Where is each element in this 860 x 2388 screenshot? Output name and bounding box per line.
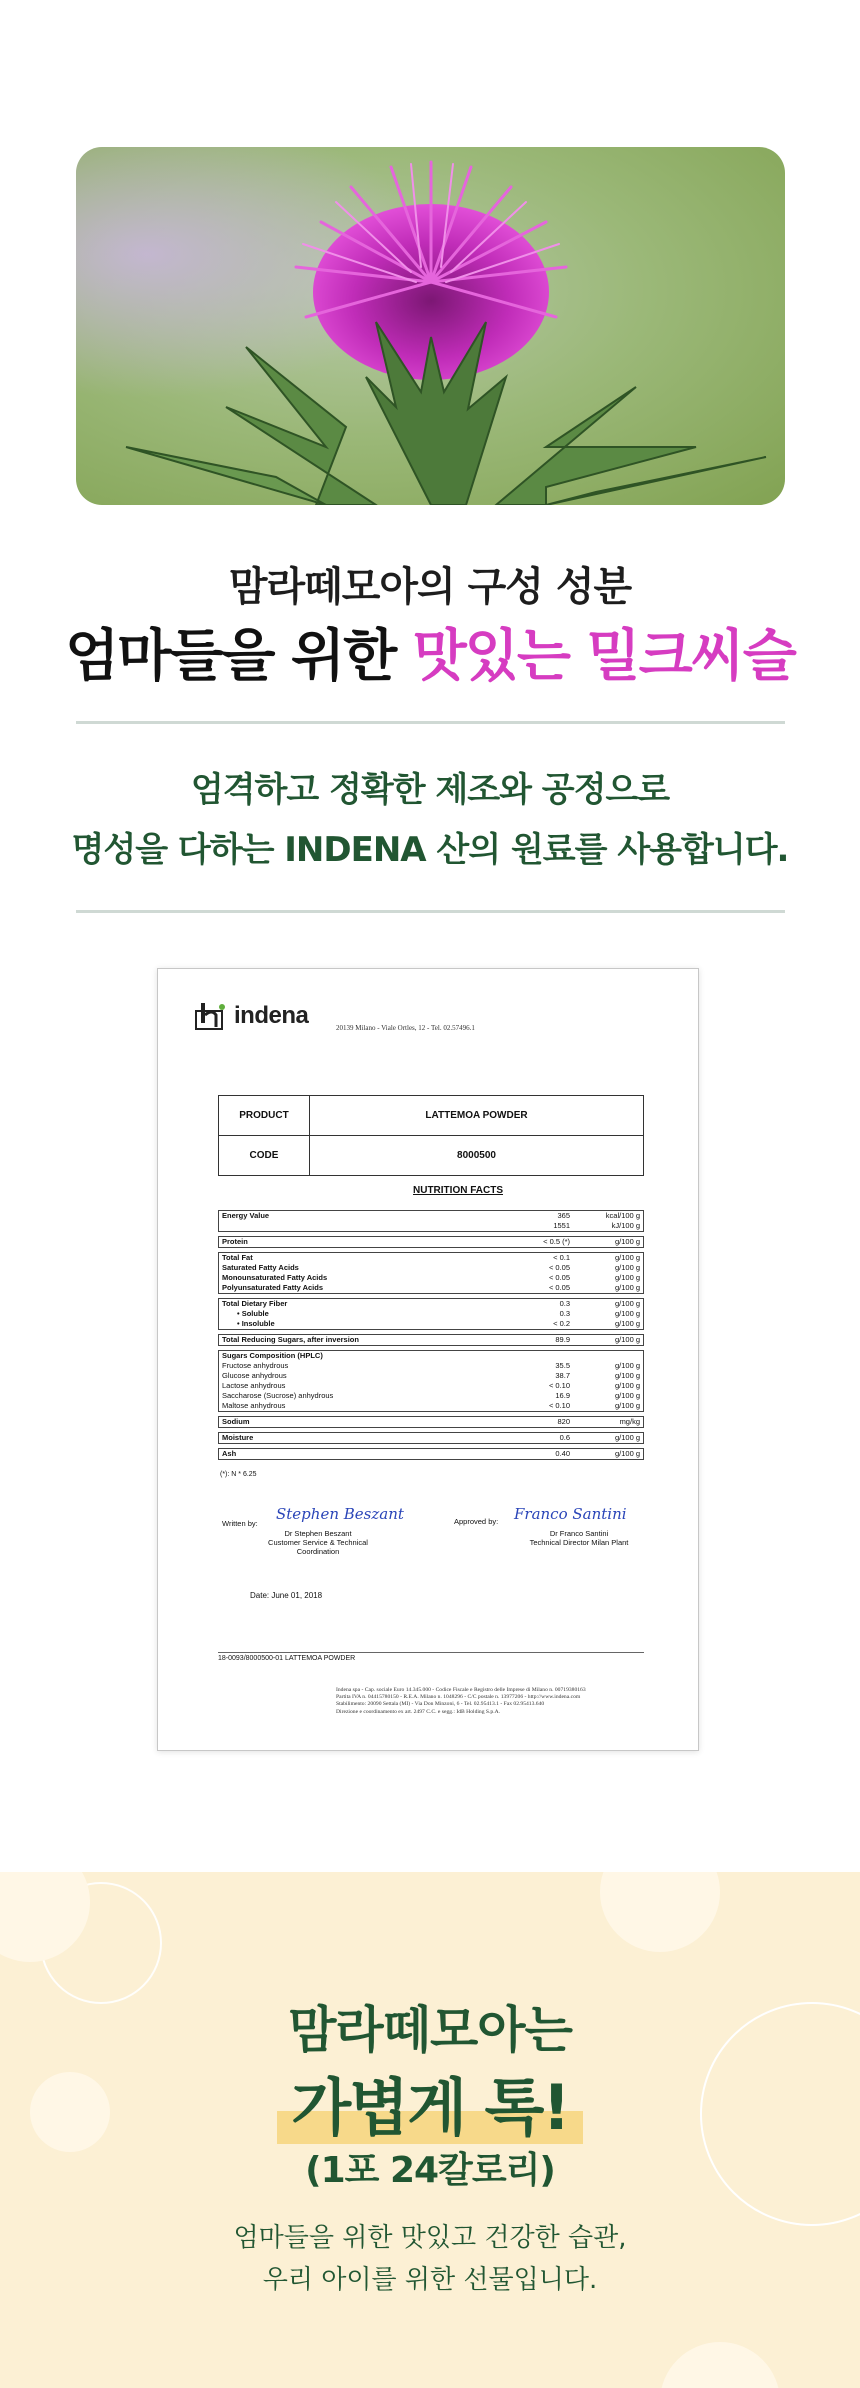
document-date: Date: June 01, 2018	[250, 1591, 323, 1600]
promo-line-1: 맘라떼모아는	[288, 2001, 572, 2059]
nutrition-unit: g/100 g	[614, 1309, 640, 1318]
footer-divider	[218, 1652, 644, 1653]
document-reference: 18-0093/8000500-01 LATTEMOA POWDER	[218, 1655, 356, 1662]
decor-circle	[600, 1872, 720, 1952]
nutrition-value: < 0.10	[548, 1381, 570, 1390]
nutrition-label: Total Dietary Fiber	[222, 1299, 288, 1308]
approved-by-block	[454, 1517, 498, 1526]
nutrition-label: Total Fat	[222, 1253, 253, 1262]
written-by-block	[222, 1519, 258, 1528]
nutrition-value: 38.7	[555, 1371, 570, 1380]
nutrition-unit: g/100 g	[614, 1361, 640, 1370]
nutrition-row	[219, 1299, 643, 1309]
nutrition-value: 35.5	[555, 1361, 570, 1370]
nutrition-unit: g/100 g	[614, 1433, 640, 1442]
nutrition-label: Moisture	[222, 1433, 254, 1442]
product-value: LATTEMOA POWDER	[310, 1096, 644, 1136]
headline-accent: 맛있는 밀크씨슬	[412, 624, 795, 689]
nutrition-value: < 0.05	[548, 1283, 570, 1292]
nutrition-unit: kcal/100 g	[605, 1211, 640, 1220]
nutrition-row	[219, 1351, 643, 1361]
nutrition-value: 89.9	[555, 1335, 570, 1344]
nutrition-row	[219, 1273, 643, 1283]
promo-desc-1: 엄마들을 위한 맛있고 건강한 습관,	[233, 2223, 627, 2253]
nutrition-unit: mg/kg	[619, 1417, 640, 1426]
nutrition-row	[219, 1391, 643, 1401]
nutrition-label: • Insoluble	[237, 1319, 275, 1328]
nutrition-group	[218, 1350, 644, 1412]
nutrition-unit: g/100 g	[614, 1237, 640, 1246]
indena-logo-icon	[194, 1001, 228, 1031]
nutrition-value: < 0.5 (*)	[543, 1237, 570, 1246]
nutrition-row	[219, 1319, 643, 1329]
nutrition-value: 0.3	[559, 1299, 570, 1308]
code-value: 8000500	[310, 1136, 644, 1176]
nutrition-label: Saturated Fatty Acids	[222, 1263, 299, 1272]
nutrition-label: Maltose anhydrous	[222, 1401, 286, 1410]
nutrition-unit: g/100 g	[614, 1371, 640, 1380]
written-by-title: Customer Service & Technical Coordination	[268, 1538, 368, 1556]
legal-line: Partita IVA n. 04415780150 - R.E.A. Milano n. 1048296 - C/C postale n. 13977206 - http://www.indena.com	[336, 1694, 581, 1701]
approved-by-name: Dr Franco Santini	[549, 1529, 609, 1538]
nutrition-label: Sugars Composition (HPLC)	[222, 1351, 323, 1360]
section-headline	[0, 612, 860, 692]
product-label: PRODUCT	[219, 1096, 310, 1136]
nutrition-row	[219, 1211, 643, 1221]
nutrition-label: Lactose anhydrous	[222, 1381, 286, 1390]
approved-by-title: Technical Director Milan Plant	[529, 1538, 629, 1547]
divider-bottom	[76, 910, 785, 913]
written-by-label: Written by:	[222, 1519, 258, 1528]
nutrition-facts-title	[158, 1185, 698, 1196]
nutrition-unit: g/100 g	[614, 1335, 640, 1344]
nutrition-group	[218, 1432, 644, 1444]
nutrition-unit: g/100 g	[614, 1273, 640, 1282]
headline-plain: 엄마들을 위한	[65, 624, 396, 689]
nutrition-row	[219, 1361, 643, 1371]
nutrition-row	[219, 1237, 643, 1247]
nutrition-value: < 0.1	[553, 1253, 570, 1262]
nutrition-unit: g/100 g	[614, 1391, 640, 1400]
nutrition-row	[219, 1335, 643, 1345]
decor-circle	[660, 2342, 780, 2388]
approved-by-signature: Franco Santini	[514, 1505, 627, 1523]
nutrition-value: 0.3	[559, 1309, 570, 1318]
legal-notice	[336, 1687, 666, 1716]
promo-section	[0, 1872, 860, 2388]
nutrition-unit: g/100 g	[614, 1253, 640, 1262]
indena-wordmark: indena	[234, 1002, 309, 1029]
nutrition-unit: g/100 g	[614, 1381, 640, 1390]
written-by-name: Dr Stephen Beszant	[284, 1529, 352, 1538]
nutrition-unit: g/100 g	[614, 1319, 640, 1328]
legal-line: Stabilimento: 20090 Settala (MI) - Via Don Minzoni, 6 - Tel. 02.95413.1 - Fax 02.95413.640	[336, 1701, 545, 1708]
nutrition-value: < 0.10	[548, 1401, 570, 1410]
nutrition-label: Glucose anhydrous	[222, 1371, 287, 1380]
nutrition-unit: g/100 g	[614, 1299, 640, 1308]
company-address: 20139 Milano - Viale Ortles, 12 - Tel. 02.57496.1	[336, 1024, 475, 1032]
nutrition-group	[218, 1416, 644, 1428]
nutrition-label: Monounsaturated Fatty Acids	[222, 1273, 328, 1282]
divider-top	[76, 721, 785, 724]
approved-by-names	[514, 1529, 644, 1547]
footnote: (*): N * 6.25	[220, 1471, 257, 1478]
nutrition-group	[218, 1448, 644, 1460]
written-by-signature: Stephen Beszant	[276, 1505, 404, 1523]
nutrition-group	[218, 1298, 644, 1330]
nutrition-label: Total Reducing Sugars, after inversion	[222, 1335, 359, 1344]
milk-thistle-photo	[76, 147, 785, 505]
nutrition-group	[218, 1236, 644, 1248]
indena-logo	[194, 1001, 308, 1031]
approved-by-label: Approved by:	[454, 1517, 499, 1526]
nutrition-value: < 0.05	[548, 1263, 570, 1272]
legal-line: Direzione e coordinamento ex art. 2497 C.C. e segg.: IdB Holding S.p.A.	[336, 1708, 501, 1715]
statement-line-2: 명성을 다하는 INDENA 산의 원료를 사용합니다.	[71, 830, 789, 870]
nutrition-value: 0.40	[555, 1449, 570, 1458]
nutrition-row	[219, 1371, 643, 1381]
nutrition-value: 16.9	[555, 1391, 570, 1400]
nutrition-row	[219, 1263, 643, 1273]
nutrition-value: 365	[557, 1211, 570, 1220]
nutrition-unit: g/100 g	[614, 1283, 640, 1292]
promo-line-2	[0, 2058, 860, 2147]
nutrition-label: • Soluble	[237, 1309, 269, 1318]
nutrition-label: Energy Value	[222, 1211, 270, 1220]
section-subtitle: 맘라떼모아의 구성 성분	[228, 564, 632, 610]
nutrition-unit: g/100 g	[614, 1449, 640, 1458]
nutrition-value: 1551	[553, 1221, 570, 1230]
nutrition-row	[219, 1309, 643, 1319]
nutrition-label: Fructose anhydrous	[222, 1361, 289, 1370]
legal-line: Indena spa - Cap. sociale Euro 14.345.000 - Codice Fiscale e Registro delle Imprese di Milano n. 00719380163	[336, 1687, 586, 1693]
nutrition-unit	[576, 1351, 643, 1361]
nutrition-value: < 0.2	[553, 1319, 570, 1328]
nutrition-row	[219, 1253, 643, 1263]
nutrition-label	[219, 1221, 450, 1231]
nutrition-unit: g/100 g	[614, 1401, 640, 1410]
nutrition-value: 820	[557, 1417, 570, 1426]
nutrition-certificate	[157, 968, 699, 1751]
nutrition-label: Sodium	[222, 1417, 250, 1426]
nutrition-value: < 0.05	[548, 1273, 570, 1282]
nutrition-group	[218, 1210, 644, 1232]
nutrition-group	[218, 1334, 644, 1346]
nutrition-row	[219, 1417, 643, 1427]
nutrition-row	[219, 1433, 643, 1443]
product-table	[218, 1095, 644, 1176]
nutrition-label: Saccharose (Sucrose) anhydrous	[222, 1391, 334, 1400]
nutrition-unit: kJ/100 g	[611, 1221, 640, 1230]
written-by-names	[248, 1529, 388, 1556]
nutrition-unit: g/100 g	[614, 1263, 640, 1272]
promo-highlight: 가볍게 톡!	[277, 2071, 582, 2144]
nutrition-row	[219, 1381, 643, 1391]
nutrition-row	[219, 1283, 643, 1293]
nutrition-label: Polyunsaturated Fatty Acids	[222, 1283, 323, 1292]
nutrition-group	[218, 1252, 644, 1294]
nutrition-row	[219, 1449, 643, 1459]
nutrition-label: Protein	[222, 1237, 248, 1246]
nutrition-label: Ash	[222, 1449, 237, 1458]
promo-desc-2: 우리 아이를 위한 선물입니다.	[262, 2265, 598, 2295]
nutrition-row	[219, 1401, 643, 1411]
nutrition-row	[219, 1221, 643, 1231]
promo-calories: (1포 24칼로리)	[305, 2150, 555, 2191]
statement-line-1: 엄격하고 정확한 제조와 공정으로	[190, 770, 670, 810]
nutrition-facts-title-text: NUTRITION FACTS	[413, 1185, 503, 1196]
code-label: CODE	[219, 1136, 310, 1176]
nutrition-value: 0.6	[559, 1433, 570, 1442]
nutrition-value	[450, 1351, 576, 1361]
